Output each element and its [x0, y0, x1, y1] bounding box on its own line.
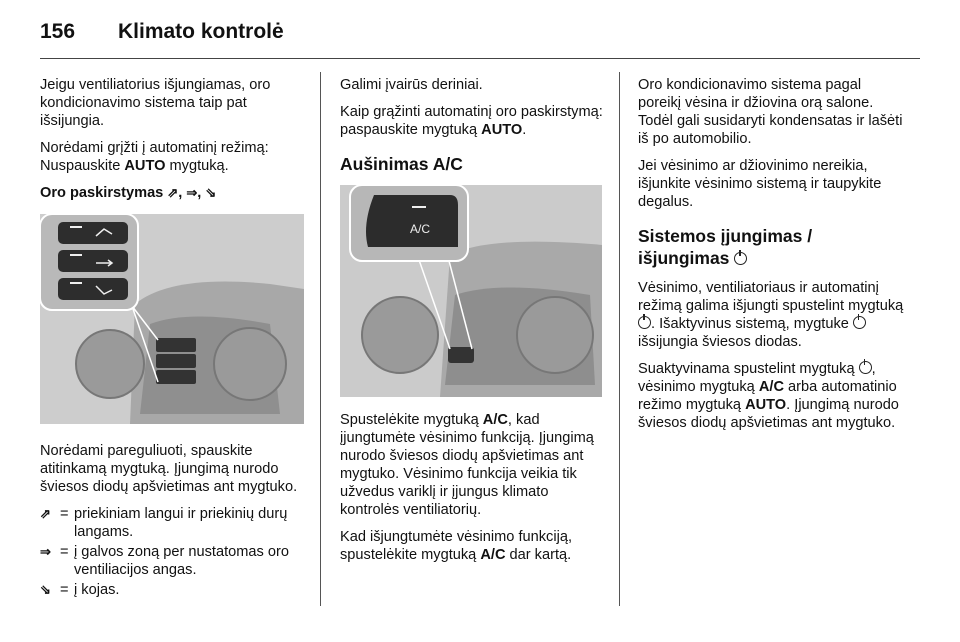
paragraph: Jei vėsinimo ar džiovinimo nereikia, išjunkite vėsinimo sistemą ir taupykite degalus.: [638, 158, 882, 210]
page-number: 156: [40, 20, 76, 43]
head-vent-icon: ⇒: [40, 544, 51, 559]
definition-row: ⇘ = į kojas.: [40, 582, 120, 598]
paragraph: Spustelėkite mygtuką A/C, kad įjungtumėte vėsinimo funkciją. Įjungimą nurodo šviesos diodų apšvietimas ant mygtuko. Vėsinimo funkcija veikia tik užvedus variklį ir įjungus klimato kontrolės ventiliatorių.: [340, 412, 594, 518]
paragraph: Norėdami grįžti į automatinį režimą: Nuspauskite AUTO mygtuką.: [40, 140, 269, 174]
column-divider: [320, 72, 321, 606]
subheading-air-distribution: Oro paskirstymas ⇗, ⇒, ⇘: [40, 185, 217, 201]
ac-button-label: A/C: [409, 222, 431, 236]
paragraph: Vėsinimo, ventiliatoriaus ir automatinį režimą galima išjungti spustelint mygtuką . Išaktyvinus sistemą, mygtuke išsijungia šviesos diodas.: [638, 280, 904, 350]
column-1: [40, 76, 304, 601]
section-heading-system-onoff: Sistemos įjungimas / išjungimas: [638, 226, 813, 268]
definition-row: ⇒ = į galvos zoną per nustatomas oro ventiliacijos angas.: [40, 544, 289, 578]
column-3: [638, 76, 906, 441]
page-title: Klimato kontrolė: [118, 20, 284, 43]
windscreen-vent-icon: ⇗: [167, 185, 179, 200]
ac-button-figure: [340, 185, 602, 397]
foot-vent-icon: ⇘: [40, 582, 51, 597]
windscreen-vent-icon: ⇗: [40, 506, 51, 521]
column-divider: [619, 72, 620, 606]
power-icon: [734, 252, 747, 265]
foot-vent-icon: ⇘: [205, 185, 217, 200]
air-distribution-figure: [40, 214, 304, 424]
paragraph: Kaip grąžinti automatinį oro paskirstymą: paspauskite mygtuką AUTO.: [340, 104, 603, 138]
page-header: [40, 14, 920, 50]
paragraph: Jeigu ventiliatorius išjungiamas, oro kondicionavimo sistema taip pat išsijungia.: [40, 77, 271, 129]
head-vent-icon: ⇒: [186, 185, 198, 200]
column-2: [340, 76, 604, 573]
power-icon: [638, 316, 651, 329]
paragraph: Galimi įvairūs deriniai.: [340, 77, 483, 93]
paragraph: Oro kondicionavimo sistema pagal poreikį vėsina ir džiovina orą salone. Todėl gali susidaryti kondensatas ir lašėti iš po automobilio.: [638, 77, 903, 147]
symbol-definitions: [40, 505, 304, 599]
power-icon: [853, 316, 866, 329]
paragraph: Kad išjungtumėte vėsinimo funkciją, spustelėkite mygtuką A/C dar kartą.: [340, 529, 572, 563]
definition-row: ⇗ = priekiniam langui ir priekinių durų langams.: [40, 506, 288, 540]
header-rule: [40, 58, 920, 59]
section-heading-ac: Aušinimas A/C: [340, 154, 463, 174]
power-icon: [859, 361, 872, 374]
paragraph: Norėdami pareguliuoti, spauskite atitinkamą mygtuką. Įjungimą nurodo šviesos diodų apšvietimas ant mygtuko.: [40, 443, 298, 495]
paragraph: Suaktyvinama spustelint mygtuką , vėsinimo mygtuką A/C arba automatinio režimo mygtuką AUTO. Įjungimą nurodo šviesos diodų apšvietimas ant mygtuko.: [638, 361, 899, 431]
